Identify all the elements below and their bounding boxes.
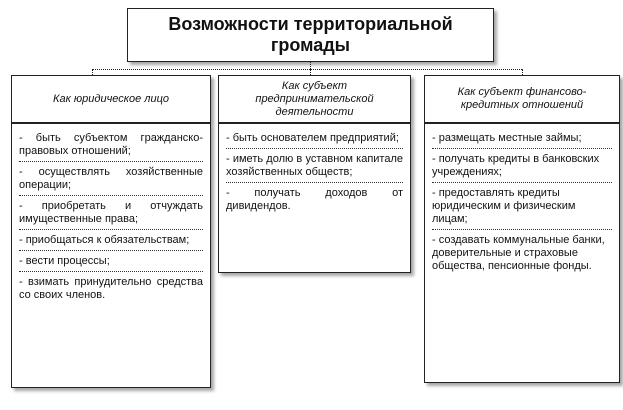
list-item: - приобретать и отчуждать имущественные права; bbox=[19, 198, 203, 230]
list-item: - взимать принудительно средства со своих членов. bbox=[19, 276, 203, 301]
list-item: - получать доходов от дивидендов. bbox=[226, 187, 403, 212]
column-2-header bbox=[218, 75, 411, 123]
list-item: - создавать коммунальные банки, доверительные и страховые общества, пенсионные фонды. bbox=[432, 234, 605, 272]
list-item: - осуществлять хозяйственные операции; bbox=[19, 164, 203, 196]
connector-horizontal bbox=[92, 69, 522, 70]
diagram-title-box bbox=[127, 8, 494, 62]
column-1-header bbox=[11, 75, 211, 123]
list-item: - предоставлять кредиты юридическим и физическим лицам; bbox=[432, 185, 612, 230]
title-line-1: Возможности территориальной bbox=[168, 14, 453, 34]
list-item: - вести процессы; bbox=[19, 253, 203, 272]
diagram-title bbox=[168, 14, 452, 56]
list-item: - быть основателем предприятий; bbox=[226, 130, 403, 149]
column-2-list bbox=[218, 123, 411, 273]
column-2-header-line: предпринимательской bbox=[255, 92, 374, 105]
column-1-header-line: Как юридическое лицо bbox=[53, 92, 169, 105]
column-3-list bbox=[424, 123, 620, 383]
column-2-header-line: Как субъект bbox=[281, 79, 348, 92]
column-3-header bbox=[424, 75, 620, 123]
column-3-header-line: кредитных отношений bbox=[460, 99, 584, 111]
list-item: - быть субъектом гражданско-правовых отношений; bbox=[19, 130, 203, 162]
connector-title-down bbox=[310, 62, 311, 69]
list-item: - размещать местные займы; bbox=[432, 130, 612, 149]
list-item: - иметь долю в уставном капитале хозяйственных обществ; bbox=[226, 151, 403, 183]
column-1-list bbox=[11, 123, 211, 388]
list-item: - приобщаться к обязательствам; bbox=[19, 232, 203, 251]
list-item: - получать кредиты в банковских учреждениях; bbox=[432, 151, 612, 183]
title-line-2: громады bbox=[270, 35, 351, 55]
column-3-header-line: Как субъект финансово- bbox=[457, 86, 587, 98]
column-2-header-line: деятельности bbox=[275, 105, 354, 118]
